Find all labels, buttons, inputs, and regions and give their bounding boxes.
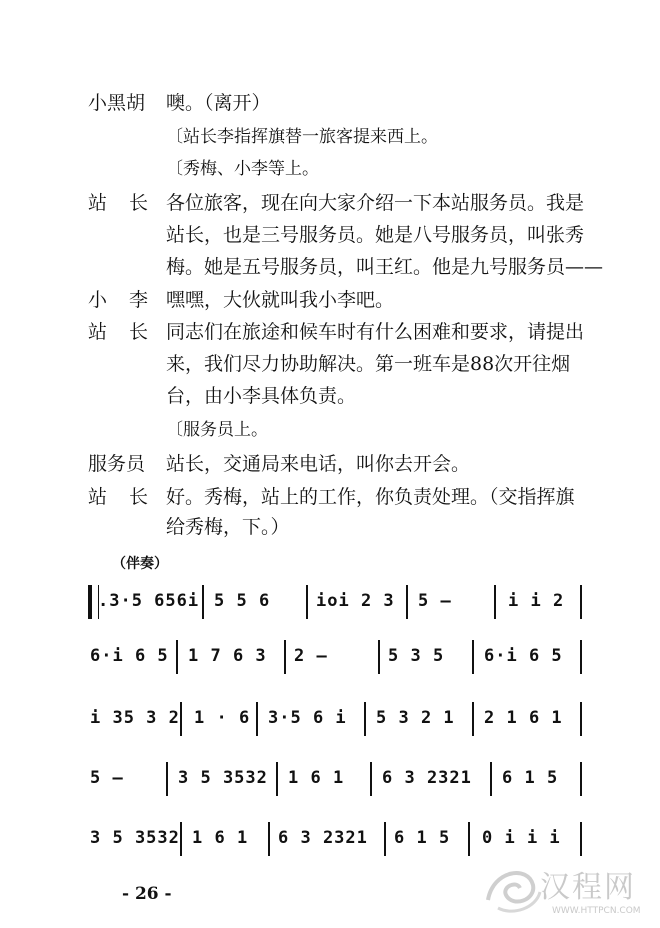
barline: [364, 702, 366, 736]
speaker-zhanzhang: 站长: [88, 486, 171, 508]
barline: [490, 762, 492, 796]
measure: 1 6 1: [192, 828, 249, 848]
measure: 2 1 6 1: [484, 708, 563, 728]
measure: 6 1 5: [502, 768, 559, 788]
speaker-fuwuyuan: 服务员: [88, 453, 146, 475]
dialogue-line: 各位旅客，现在向大家介绍一下本站服务员。我是: [166, 192, 585, 214]
measure: 5 —: [90, 768, 124, 788]
barline: [256, 702, 258, 736]
dialogue-line: 噢。（离开）: [166, 92, 271, 114]
barline: [494, 585, 496, 619]
stage-direction: 〔站长李指挥旗替一旅客提来西上。: [166, 127, 438, 147]
watermark-url: WWW.HTTPCN.COM: [552, 906, 641, 916]
barline: [468, 822, 470, 856]
measure: i 35 3 2: [90, 708, 180, 728]
score-row: [88, 762, 588, 822]
measure: 1 7 6 3: [188, 646, 267, 666]
measure: 5 5 6: [214, 591, 271, 611]
measure: 5 3 5: [388, 646, 445, 666]
barline: [384, 822, 386, 856]
barline: [166, 762, 168, 796]
measure: 3 5 3532: [90, 828, 180, 848]
measure: 6·i 6 5: [484, 646, 563, 666]
speaker-zhanzhang: 站长: [88, 321, 171, 343]
dialogue-line: 站长，也是三号服务员。她是八号服务员，叫张秀: [166, 224, 585, 246]
measure: 1 6 1: [288, 768, 345, 788]
dialogue-line: 好。秀梅，站上的工作，你负责处理。（交指挥旗: [166, 486, 575, 508]
barline: [580, 640, 582, 674]
barline: [472, 702, 474, 736]
score-label: （伴奏）: [112, 556, 168, 572]
score-row: [88, 585, 588, 645]
barline: [268, 822, 270, 856]
barline: [580, 822, 582, 856]
measure: 3·5 6 i: [268, 708, 347, 728]
barline: [406, 585, 408, 619]
barline: [176, 640, 178, 674]
speaker-xiaoheihu: 小黑胡: [88, 92, 146, 114]
measure: 6·i 6 5: [90, 646, 169, 666]
barline: [580, 762, 582, 796]
measure: i i 2: [508, 591, 565, 611]
stage-direction: 〔服务员上。: [166, 420, 268, 440]
measure: 1 · 6: [194, 708, 251, 728]
barline: [180, 822, 182, 856]
stage-direction: 〔秀梅、小李等上。: [166, 159, 319, 179]
measure: 5 3 2 1: [376, 708, 455, 728]
score-row: [88, 702, 588, 762]
speaker-xiaoli: 小李: [88, 289, 171, 311]
dialogue-line: 梅。她是五号服务员，叫王红。他是九号服务员——: [166, 256, 604, 278]
score-row: [88, 640, 588, 700]
dialogue-line: 台，由小李具体负责。: [166, 385, 357, 407]
barline: [370, 762, 372, 796]
barline: [180, 702, 182, 736]
measure: 0 i i i: [482, 828, 561, 848]
dialogue-line: 站长，交通局来电话，叫你去开会。: [166, 453, 471, 475]
dialogue-line: 给秀梅，下。）: [166, 516, 290, 538]
dialogue-line: 来，我们尽力协助解决。第一班车是88次开往烟: [166, 353, 571, 375]
dialogue-line: 同志们在旅途和候车时有什么困难和要求，请提出: [166, 321, 585, 343]
measure: 5 —: [418, 591, 452, 611]
measure: .3·5 656i: [98, 591, 200, 611]
barline: [472, 640, 474, 674]
barline: [580, 702, 582, 736]
page-number: - 26 -: [122, 884, 172, 904]
watermark-text: 汉程网: [540, 870, 636, 905]
barline: [276, 762, 278, 796]
watermark-logo-icon: [478, 850, 548, 920]
barline: [378, 640, 380, 674]
barline: [306, 585, 308, 619]
measure: 3 5 3532: [178, 768, 268, 788]
measure: 6 3 2321: [278, 828, 368, 848]
speaker-zhanzhang: 站长: [88, 192, 171, 214]
dialogue-line: 嘿嘿，大伙就叫我小李吧。: [166, 289, 395, 311]
barline: [202, 585, 204, 619]
measure: 2 —: [294, 646, 328, 666]
measure: 6 1 5: [394, 828, 451, 848]
measure: ioi 2 3: [316, 591, 395, 611]
barline: [580, 585, 582, 619]
barline: [284, 640, 286, 674]
measure: 6 3 2321: [382, 768, 472, 788]
